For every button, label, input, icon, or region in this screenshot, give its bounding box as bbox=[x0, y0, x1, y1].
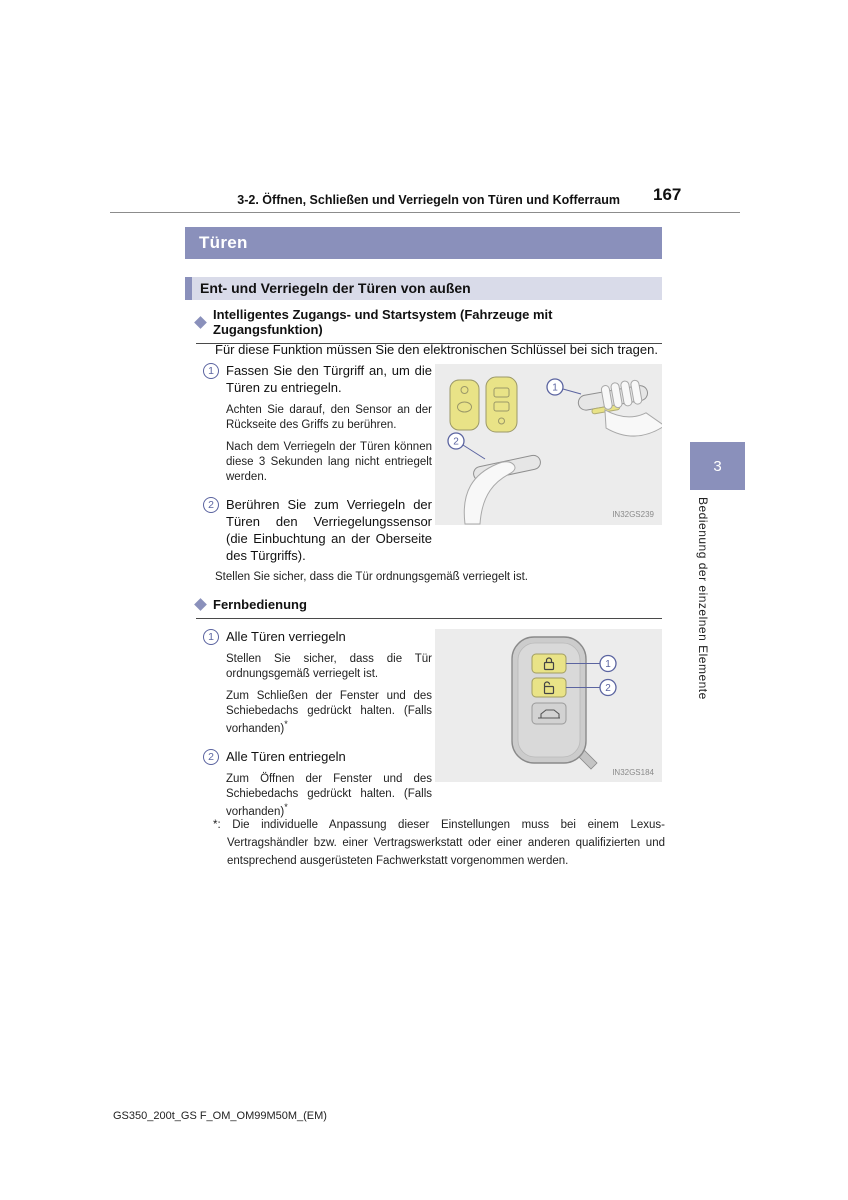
figure-code-label: IN32GS239 bbox=[612, 510, 654, 519]
smart-entry-step-1 bbox=[203, 362, 432, 485]
remote-subheading-label: Fernbedienung bbox=[213, 597, 307, 612]
footnote-text: : Die individuelle Anpassung dieser Einstellungen muss bei einem Lexus-Vertragshändler bzw. einer Vertragswerkstatt oder einer anderen qualifizierten und entsprechend ausgerüsteten Fachwerkstatt vorgenommen werden. bbox=[217, 819, 665, 867]
step-note bbox=[226, 772, 432, 820]
step-body bbox=[226, 748, 432, 820]
step-note: Stellen Sie sicher, dass die Tür ordnungsgemäß verriegelt ist. bbox=[226, 653, 432, 681]
step-note bbox=[226, 689, 432, 737]
figure-code-label: IN32GS184 bbox=[612, 768, 654, 777]
section-heading-accent-bar bbox=[185, 277, 192, 300]
step-note: Achten Sie darauf, den Sensor an der Rückseite des Griffs zu berühren. bbox=[226, 404, 432, 432]
step-text: Berühren Sie zum Verriegeln der Türen den Verriegelungssensor (die Einbuchtung an der Oberseite des Türgriffs). bbox=[226, 497, 432, 564]
footnote-marker: * bbox=[284, 718, 288, 729]
step-number-badge: 1 bbox=[203, 629, 219, 645]
smart-entry-steps bbox=[203, 362, 432, 576]
smart-entry-figure bbox=[435, 364, 662, 525]
header-divider bbox=[110, 212, 740, 213]
step-body bbox=[226, 496, 432, 565]
smart-entry-subheading-label: Intelligentes Zugangs- und Startsystem (Fahrzeuge mit Zugangsfunktion) bbox=[213, 307, 553, 337]
page-number: 167 bbox=[653, 185, 682, 204]
smart-entry-illustration bbox=[435, 364, 662, 525]
remote-figure bbox=[435, 629, 662, 782]
step-text: Alle Türen verriegeln bbox=[226, 629, 346, 644]
section-heading-label: Ent- und Verriegeln der Türen von außen bbox=[200, 280, 471, 296]
svg-text:2: 2 bbox=[605, 683, 611, 694]
smart-key-icon bbox=[486, 377, 517, 432]
unlock-button-icon bbox=[532, 678, 566, 697]
remote-step-2 bbox=[203, 748, 432, 820]
chapter-tab-label: Bedienung der einzelnen Elemente bbox=[696, 497, 710, 700]
svg-text:1: 1 bbox=[605, 659, 611, 670]
trunk-button-icon bbox=[532, 703, 566, 724]
step-number-badge: 1 bbox=[203, 363, 219, 379]
section-heading bbox=[185, 277, 662, 300]
smart-entry-step-2 bbox=[203, 496, 432, 565]
chapter-tab: 3 bbox=[690, 442, 745, 490]
smart-entry-intro: Für diese Funktion müssen Sie den elektronischen Schlüssel bei sich tragen. bbox=[215, 342, 658, 357]
step-body bbox=[226, 628, 432, 737]
remote-key-illustration bbox=[435, 629, 662, 782]
step-note: Nach dem Verriegeln der Türen können diese 3 Sekunden lang nicht entriegelt werden. bbox=[226, 441, 432, 484]
footnote bbox=[213, 817, 665, 870]
step-note-text: Zum Öffnen der Fenster und des Schiebedachs gedrückt halten. (Falls vorhanden) bbox=[226, 772, 432, 818]
footnote-marker: * bbox=[284, 801, 288, 812]
smart-key-icon bbox=[450, 380, 479, 430]
svg-text:2: 2 bbox=[453, 436, 459, 448]
document-code: GS350_200t_GS F_OM_OM99M50M_(EM) bbox=[113, 1110, 327, 1122]
step-text: Fassen Sie den Türgriff an, um die Türen zu entriegeln. bbox=[226, 363, 432, 396]
remote-step-1 bbox=[203, 628, 432, 737]
lock-button-icon bbox=[532, 654, 566, 673]
step-note-text: Zum Schließen der Fenster und des Schiebedachs gedrückt halten. (Falls vorhanden) bbox=[226, 690, 432, 735]
diamond-bullet-icon bbox=[194, 316, 207, 329]
step-number-badge: 2 bbox=[203, 749, 219, 765]
footnote-marker: * bbox=[213, 819, 218, 831]
step-text: Alle Türen entriegeln bbox=[226, 748, 346, 764]
svg-text:1: 1 bbox=[552, 382, 558, 394]
remote-steps bbox=[203, 628, 432, 830]
step-number-badge: 2 bbox=[203, 497, 219, 513]
header-section-title: 3-2. Öffnen, Schließen und Verriegeln von Türen und Kofferraum bbox=[237, 193, 620, 207]
remote-subheading bbox=[196, 597, 662, 619]
step-body bbox=[226, 362, 432, 485]
smart-entry-subheading bbox=[196, 307, 662, 344]
chapter-title-banner: Türen bbox=[185, 227, 662, 259]
smart-entry-confirm-note: Stellen Sie sicher, dass die Tür ordnungsgemäß verriegelt ist. bbox=[215, 571, 528, 583]
diamond-bullet-icon bbox=[194, 598, 207, 611]
